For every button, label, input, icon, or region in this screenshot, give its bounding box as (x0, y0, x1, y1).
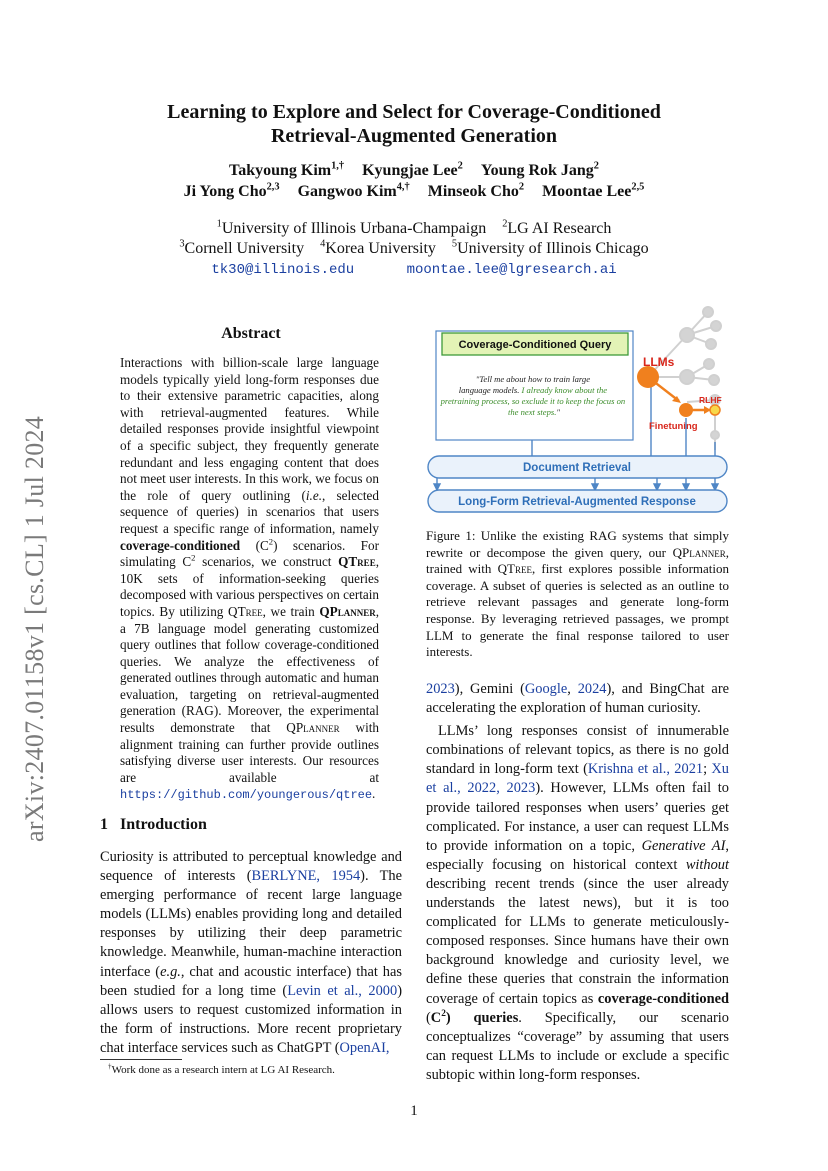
query-box (436, 331, 633, 440)
email-link[interactable]: moontae.lee@lgresearch.ai (406, 262, 617, 278)
paragraph: 2023), Gemini (Google, 2024), and BingChat are accelerating the exploration of human curiosity. (426, 681, 729, 717)
page-number: 1 (410, 1103, 418, 1119)
long-form-response-label: Long-Form Retrieval-Augmented Response (458, 496, 696, 508)
rlhf-label: RLHF (699, 395, 722, 405)
author-list (100, 160, 728, 202)
title-line-2: Retrieval-Augmented Generation (270, 125, 558, 147)
author: Takyoung Kim$^{1,\dagger}$ (228, 160, 345, 179)
emails (100, 260, 728, 280)
citation-link[interactable]: BERLYNE, 1954 (251, 868, 361, 885)
footnote: †Work done as a research intern at LG AI Research. (108, 1062, 335, 1076)
author: Ji Yong Cho$^{2,3}$ (183, 181, 280, 200)
query-request-text: " (556, 407, 561, 417)
email-link[interactable]: tk30@illinois.edu (211, 262, 355, 278)
affiliation-line-2 (100, 239, 728, 259)
author: Minseok Cho$^2$ (427, 181, 525, 200)
footnote-rule (100, 1059, 182, 1060)
document-retrieval-bar (428, 456, 727, 478)
abstract-text: Interactions with billion-scale large language models typically yield long-form responses due to their extensive parametric capacities, along with retrieval-augmented features. While detailed responses provide insightful viewpoint of a specific subject, they frequently generate redundant and less engaging content that does not meet user interests. In this work, we focus on the role of query outlining (i.e., selected sequence of queries) in scenarios that users request a specific range of information, namely coverage-conditioned $(C^2)$ scenarios. For simulating $C^2$ scenarios, we construct QTree, 10K sets of information-seeking queries decomposed with various perspectives on certain topics. By utilizing QTree, we train QPlanner, a 7B language model generating customized query outlines that follow coverage-conditioned queries. We analyze the effectiveness of generated outlines through automatic and human evaluation, targeting on retrieval-augmented generation (RAG). Moreover, the experimental results demonstrate that QPlanner with alignment training can further provide outlines satisfying diverse user interests. Our resources are available at https://github.com/youngerous/qtree. (120, 355, 380, 803)
paragraph: LLMs’ long responses consist of innumerable combinations of relevant topics, as there is no gold standard in long-form text (Krishna et al., 2021; Xu et al., 2022, 2023). However, LLMs often fail to provide tailored responses when users’ queries get complicated. For instance, a user can request LLMs to provide information on a topic, Generative AI, especially focusing on historical context without describing recent trends (since the user already understands the latest news), but it is too complicated for LLMs to generate meticulously-composed responses. Since humans have their own background knowledge and curiosity level, we define these queries that constrain the information coverage of certain topics as coverage-conditioned $(C^2)$ queries. Specifically, our scenario conceptualizes “coverage” by assuming that users can request LLMs to include or exclude a specific subtopic within long-form responses. (426, 723, 730, 1083)
citation-link[interactable]: 2023 (426, 681, 455, 697)
citation-link[interactable]: Levin et al., 2000 (287, 982, 398, 999)
title-line-1: Learning to Explore and Select for Coverage-Conditioned (167, 101, 661, 123)
query-exclusion-text: the next steps. (507, 407, 557, 417)
author-line-1 (100, 160, 728, 181)
affiliation-line-1 (100, 219, 728, 239)
query-request-text: "Tell me about how to train large (475, 374, 591, 384)
arxiv-id-text: arXiv:2407.01158v1 [cs.CL] 1 Jul 2024 (20, 415, 49, 842)
author: Moontae Lee$^{2,5}$ (542, 181, 645, 200)
affiliation: $^5$University of Illinois Chicago (451, 238, 649, 257)
author: Kyungjae Lee$^2$ (362, 160, 463, 179)
citation-link[interactable]: Krishna et al., 2021 (587, 761, 704, 778)
author: Gangwoo Kim$^{4,\dagger}$ (297, 181, 410, 200)
affiliation: $^1$University of Illinois Urbana-Champaign (216, 218, 487, 237)
query-exclusion-text: I already know about the (521, 385, 608, 395)
document-retrieval-label: Document Retrieval (522, 462, 632, 474)
affiliation: $^2$LG AI Research (502, 218, 612, 237)
figure-1-caption: Figure 1: Unlike the existing RAG systems that simply rewrite or decompose the given query, our QPlanner, trained with QTree, first explores possible information coverage. A subset of queries is selected as an outline to retrieve relevant passages and generate long-form response. By leveraging retrieved passages, we prompt LLM to generate the final response tailored to user interests. (426, 528, 730, 660)
section-heading-introduction: 1 Introduction (100, 816, 207, 833)
llms-label: LLMs (643, 355, 675, 369)
figure-1-diagram (425, 300, 729, 520)
finetuning-label: Finetuning (649, 421, 698, 432)
citation-link[interactable]: OpenAI, (339, 1039, 390, 1056)
affiliations (100, 219, 728, 280)
long-form-response-bar (428, 490, 727, 512)
abstract-heading: Abstract (221, 325, 281, 342)
query-box-title: Coverage-Conditioned Query (458, 339, 612, 351)
citation-link[interactable]: Xu et al., 2022, 2023 (426, 761, 729, 797)
repo-link[interactable]: https://github.com/youngerous/qtree (120, 788, 373, 803)
affiliation: $^4$Korea University (320, 238, 436, 257)
right-column-text (426, 680, 729, 1085)
citation-link[interactable]: Google (524, 681, 568, 697)
arxiv-stamp (14, 382, 52, 842)
affiliation: $^3$Cornell University (179, 238, 305, 257)
query-request-text: language models. (458, 385, 522, 395)
introduction-text: Curiosity is attributed to perceptual knowledge and sequence of interests (BERLYNE, 1954). The emerging performance of recent large language models (LLMs) enables providing long and detailed responses by utilizing their deep parametric knowledge. Meanwhile, human-machine interaction interface (e.g., chat and acoustic interface) that has been studied for a long time (Levin et al., 2000) allows users to request customized information in the form of instructions. More recent proprietary chat interface services such as ChatGPT (OpenAI, (100, 849, 403, 1056)
author-line-2 (100, 181, 728, 202)
paper-title (100, 100, 728, 148)
author: Young Rok Jang$^2$ (480, 160, 599, 179)
citation-link[interactable]: 2024 (577, 681, 607, 697)
query-exclusion-text: pretraining process, so exclude it to keep the focus on (440, 396, 626, 406)
